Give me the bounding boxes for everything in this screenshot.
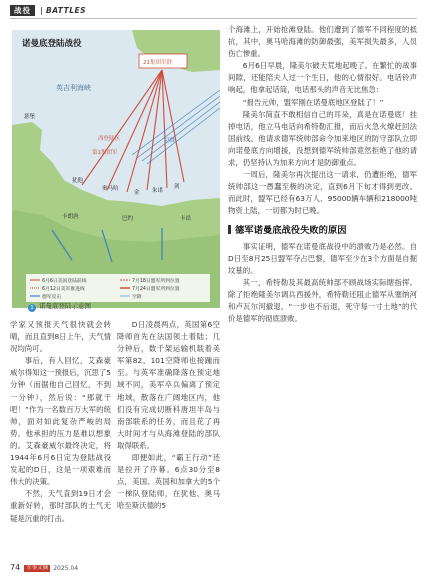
section-heading: [228, 225, 417, 237]
map-title: 诺曼底登陆战役: [22, 39, 82, 49]
paragraph: 个海滩上，开始抢滩登陆。他们遭到了德军不同程度的抵抗，其中，奥马哈海滩的防御最强，美军损失最多，人员伤亡惨重。: [228, 25, 417, 59]
middle-column: [117, 319, 220, 513]
map-graphic: [12, 30, 220, 308]
first-army-label: 第1集团军: [92, 150, 118, 156]
town-cherbourg: 瑟堡: [24, 114, 36, 120]
page-header: [10, 5, 417, 19]
paragraph: 一周后，隆美尔再次提出这一请求，仍遭拒绝，德军统帅部这一愚蠢至极的决定，直到6月下旬才得到更改。而此时，盟军已经有63万人、95000辆车辆和218000吨物资上陆，一切都为时已晚。: [228, 170, 417, 216]
page-number: 74: [10, 563, 21, 572]
header-separator: |: [40, 6, 43, 15]
page-footer: [10, 563, 310, 573]
drop-label: 空降: [164, 138, 176, 144]
issue-number: 2025.04: [53, 565, 79, 572]
legend-item: 7月18日盟军所到位置: [132, 279, 180, 284]
beach-gold: 金: [134, 190, 140, 196]
paragraph: 事实证明，德军在诺曼底战役中的溃败乃是必然。自D日至8月25日盟军夺占巴黎，德军至少在3个方面是自掘坟墓的。: [228, 241, 417, 275]
paragraph: 即便如此，“霸王行动”还是拉开了序幕。6点30分至8点，美国、英国和加拿大的5个一梯队登陆师，在犹他、奥马哈至斯沃德的5: [117, 453, 220, 511]
legend-item: 7月24日盟军所到位置: [132, 287, 180, 292]
section-tag: 战役: [10, 5, 35, 16]
town-carentan: 卡朗唐: [62, 214, 79, 220]
legend-item: 德军反击: [42, 295, 62, 300]
town-bayeux: 巴约: [122, 216, 134, 222]
west-zone-label: 西登陆区: [98, 136, 121, 142]
paragraph: 隆美尔简直不敢相信自己的耳朵，真是在诺曼底！挂掉电话，他立马电话向希特勒汇报，而后火急火燎赶回法国前线。他请求德军统帅部命令加来地区的防守部队立即向诺曼底方向增援，没想到德军统帅部竟然拒绝了他的请求，仍坚持认为加来方向才是防御重点。: [228, 109, 417, 168]
paragraph: D日凌晨两点，英国第6空降师首先在法国领土着陆；几分钟后，数千架运输机载着美军第82、101空降师也接踵而至。与英军准确降落在预定地域不同，美军卒兵偏离了预定地域，散落在广阔地区内，他们没有完成切断科唐坦半岛与南部联系的任务，而且花了再大时间才与从海滩登陆的部队取得联系。: [117, 320, 220, 450]
magazine-name: 军事文摘: [26, 565, 49, 571]
caption-text: 诺曼底登陆示意图: [39, 302, 91, 310]
paragraph: 其一，希特勒及其最高统帅部不顾战场实际瞎指挥。除了拒绝隆美尔调兵西援外，希特勒还阻止德军从塞纳河和卢瓦尔河撤退，“一步也不后退，死守每一寸土地”的代价是德军的彻底溃败。: [228, 277, 417, 324]
heading-bar: [228, 225, 231, 234]
header-rule: [10, 18, 417, 19]
paragraph: “报告元帅，盟军刚在诺曼底地区登陆了！”: [242, 97, 384, 107]
left-column: [10, 319, 111, 525]
paragraph: 事后，有人回忆，艾森豪威尔得知这一预报后，沉思了5分钟（而据他自己回忆，不到一分钟），然后说：“那就干吧！”作为一名数百万大军的统帅，面对如此复杂严峻的局势，他承担的压力是难以想象的。艾森豪威尔最终决定，将1944年6月6日定为登陆战役发起的D日，这是一项艰难而伟大的决策。: [10, 356, 111, 487]
paragraph: 学家又预报天气很快就会转晴，而且直到8日上午，天气情况均尚可。: [10, 320, 111, 354]
beach-juno: 朱诺: [152, 188, 164, 194]
map-caption: [28, 301, 208, 311]
town-caen: 卡昂: [180, 216, 192, 222]
section-en: BATTLES: [46, 6, 87, 15]
army-21-label: 21集团军群: [143, 60, 172, 66]
beach-omaha: 奥马哈: [102, 186, 119, 192]
paragraph: 不然，天气直到19日才会重新好转，那时部队的士气无疑是沉重的打击。: [10, 489, 111, 523]
beach-sword: 剑: [174, 184, 180, 190]
legend-item: 6月6日美国登陆前线: [42, 279, 87, 284]
legend-item: 空降: [132, 295, 142, 300]
legend-item: 6月12日美军推进线: [42, 287, 85, 292]
beach-utah: 犹他: [72, 178, 84, 184]
normandy-map: [12, 30, 220, 308]
paragraph: 6月6日早晨，隆美尔破天荒地起晚了。在繁忙的战事间隙，还能陪夫人过一个生日，他的心情很好。电话铃声响起，他拿起话筒，电话那头的声音无比焦急：: [228, 61, 417, 95]
sea-label: 英吉利海峡: [56, 84, 91, 92]
section-heading-text: 德军诺曼底战役失败的原因: [235, 224, 347, 236]
caption-index: 1: [28, 304, 36, 312]
right-column: [228, 24, 417, 325]
